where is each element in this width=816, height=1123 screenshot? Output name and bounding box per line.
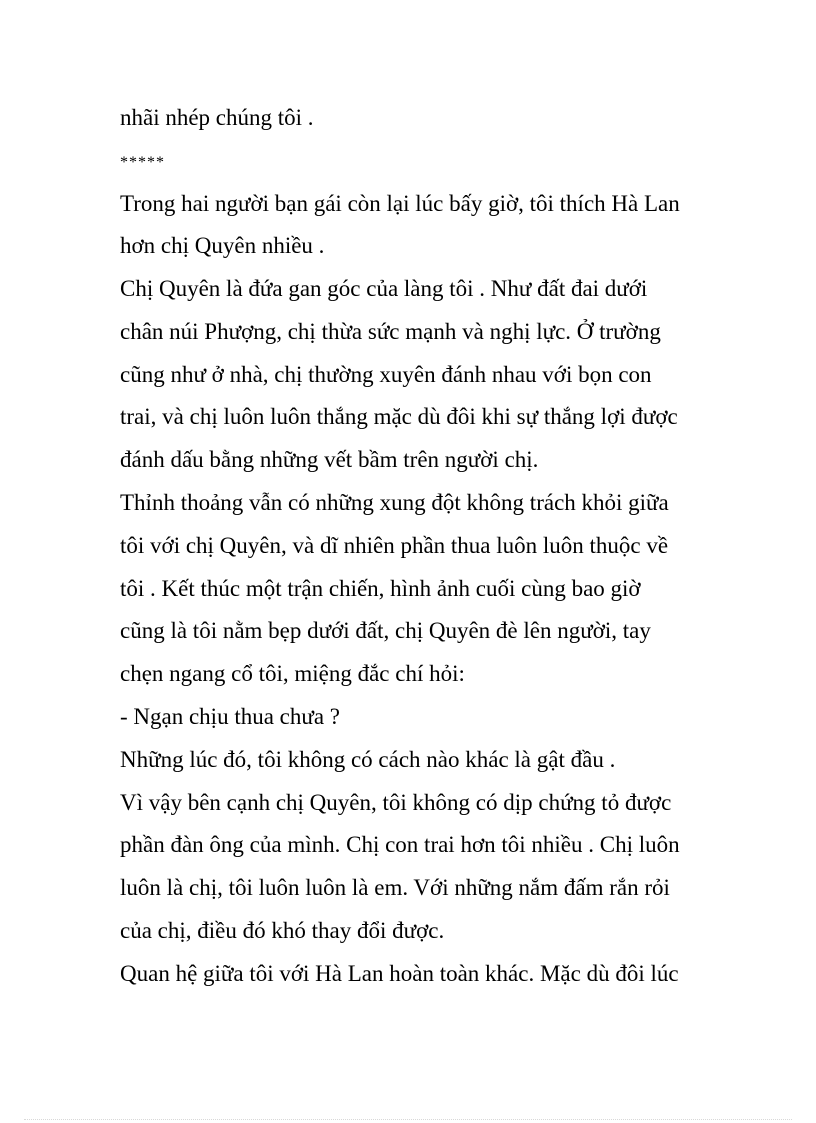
text-line: luôn là chị, tôi luôn luôn là em. Với những nắm đấm rắn rỏi <box>120 875 670 900</box>
text-line-paragraph-start: Những lúc đó, tôi không có cách nào khác là gật đầu . <box>120 747 616 772</box>
text-line-paragraph-start: Quan hệ giữa tôi với Hà Lan hoàn toàn khác. Mặc dù đôi lúc <box>120 961 679 986</box>
text-line: cũng là tôi nằm bẹp dưới đất, chị Quyên đè lên người, tay <box>120 618 651 643</box>
text-line-paragraph-start: Chị Quyên là đứa gan góc của làng tôi . Như đất đai dưới <box>120 276 648 301</box>
text-line: trai, và chị luôn luôn thắng mặc dù đôi khi sự thắng lợi được <box>120 404 678 429</box>
text-line: hơn chị Quyên nhiều . <box>120 233 325 258</box>
text-line-paragraph-start: Trong hai người bạn gái còn lại lúc bấy giờ, tôi thích Hà Lan <box>120 191 680 216</box>
text-line: phần đàn ông của mình. Chị con trai hơn tôi nhiều . Chị luôn <box>120 832 680 857</box>
text-line: chân núi Phượng, chị thừa sức mạnh và nghị lực. Ở trường <box>120 319 661 344</box>
page-bottom-border <box>24 1119 792 1120</box>
text-line-paragraph-start: Vì vậy bên cạnh chị Quyên, tôi không có dịp chứng tỏ được <box>120 790 672 815</box>
text-line: của chị, điều đó khó thay đổi được. <box>120 918 445 943</box>
section-separator: ***** <box>120 154 165 171</box>
dialogue-line: - Ngạn chịu thua chưa ? <box>120 704 341 729</box>
text-line: tôi với chị Quyên, và dĩ nhiên phần thua luôn luôn thuộc về <box>120 533 669 558</box>
text-line: cũng như ở nhà, chị thường xuyên đánh nhau với bọn con <box>120 362 652 387</box>
text-line: tôi . Kết thúc một trận chiến, hình ảnh cuối cùng bao giờ <box>120 576 641 601</box>
text-line: đánh dấu bằng những vết bầm trên người chị. <box>120 447 539 472</box>
text-line-continuation: nhãi nhép chúng tôi . <box>120 105 314 130</box>
text-line: chẹn ngang cổ tôi, miệng đắc chí hỏi: <box>120 661 465 686</box>
text-line-paragraph-start: Thỉnh thoảng vẫn có những xung đột không trách khỏi giữa <box>120 490 669 515</box>
